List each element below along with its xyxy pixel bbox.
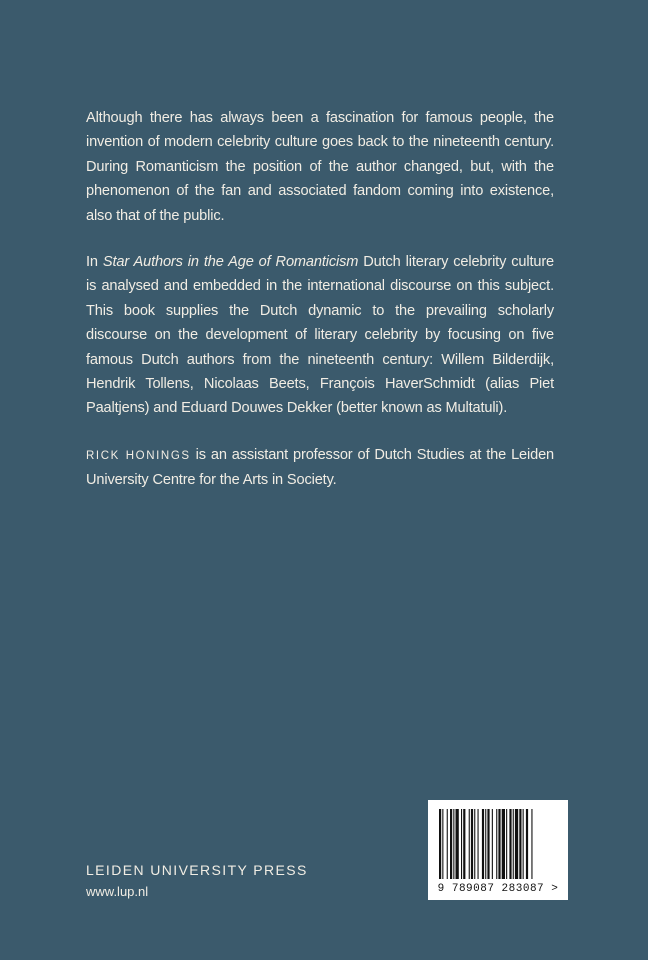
- isbn-barcode: [428, 800, 568, 900]
- book-title-italic: Star Authors in the Age of Romanticism: [102, 254, 359, 271]
- barcode-digits: 9 789087 283087 >: [437, 883, 559, 895]
- back-cover-blurb: [86, 106, 554, 515]
- blurb-paragraph-1: [86, 106, 554, 228]
- blurb-paragraph-2-prefix: In: [86, 254, 103, 271]
- blurb-paragraph-1-text: Although there has always been a fascination for famous people, the invention of modern celebrity culture goes back to the nineteenth century. During Romanticism the position of the author changed, but, with the phenomenon of the fan and associated fandom coming into existence, also that of the public.: [86, 110, 554, 224]
- author-name: RICK HONINGS: [86, 449, 191, 462]
- barcode-bars-icon: [437, 809, 561, 879]
- author-bio: [86, 443, 554, 493]
- blurb-paragraph-2-rest: Dutch literary celebrity culture is analysed and embedded in the international discourse on this subject. This book supplies the Dutch dynamic to the prevailing scholarly discourse on the development of literary celebrity by focusing on five famous Dutch authors from the nineteenth century: Willem Bilderdijk, Hendrik Tollens, Nicolaas Beets, François HaverSchmidt (alias Piet Paaltjens) and Eduard Douwes Dekker (better known as Multatuli).: [86, 254, 554, 417]
- publisher-name: LEIDEN UNIVERSITY PRESS: [86, 862, 308, 878]
- publisher-website: www.lup.nl: [86, 884, 149, 899]
- author-bio-text: is an assistant professor of Dutch Studies at the Leiden University Centre for the Arts in Society.: [86, 446, 554, 489]
- blurb-paragraph-2: [86, 250, 554, 421]
